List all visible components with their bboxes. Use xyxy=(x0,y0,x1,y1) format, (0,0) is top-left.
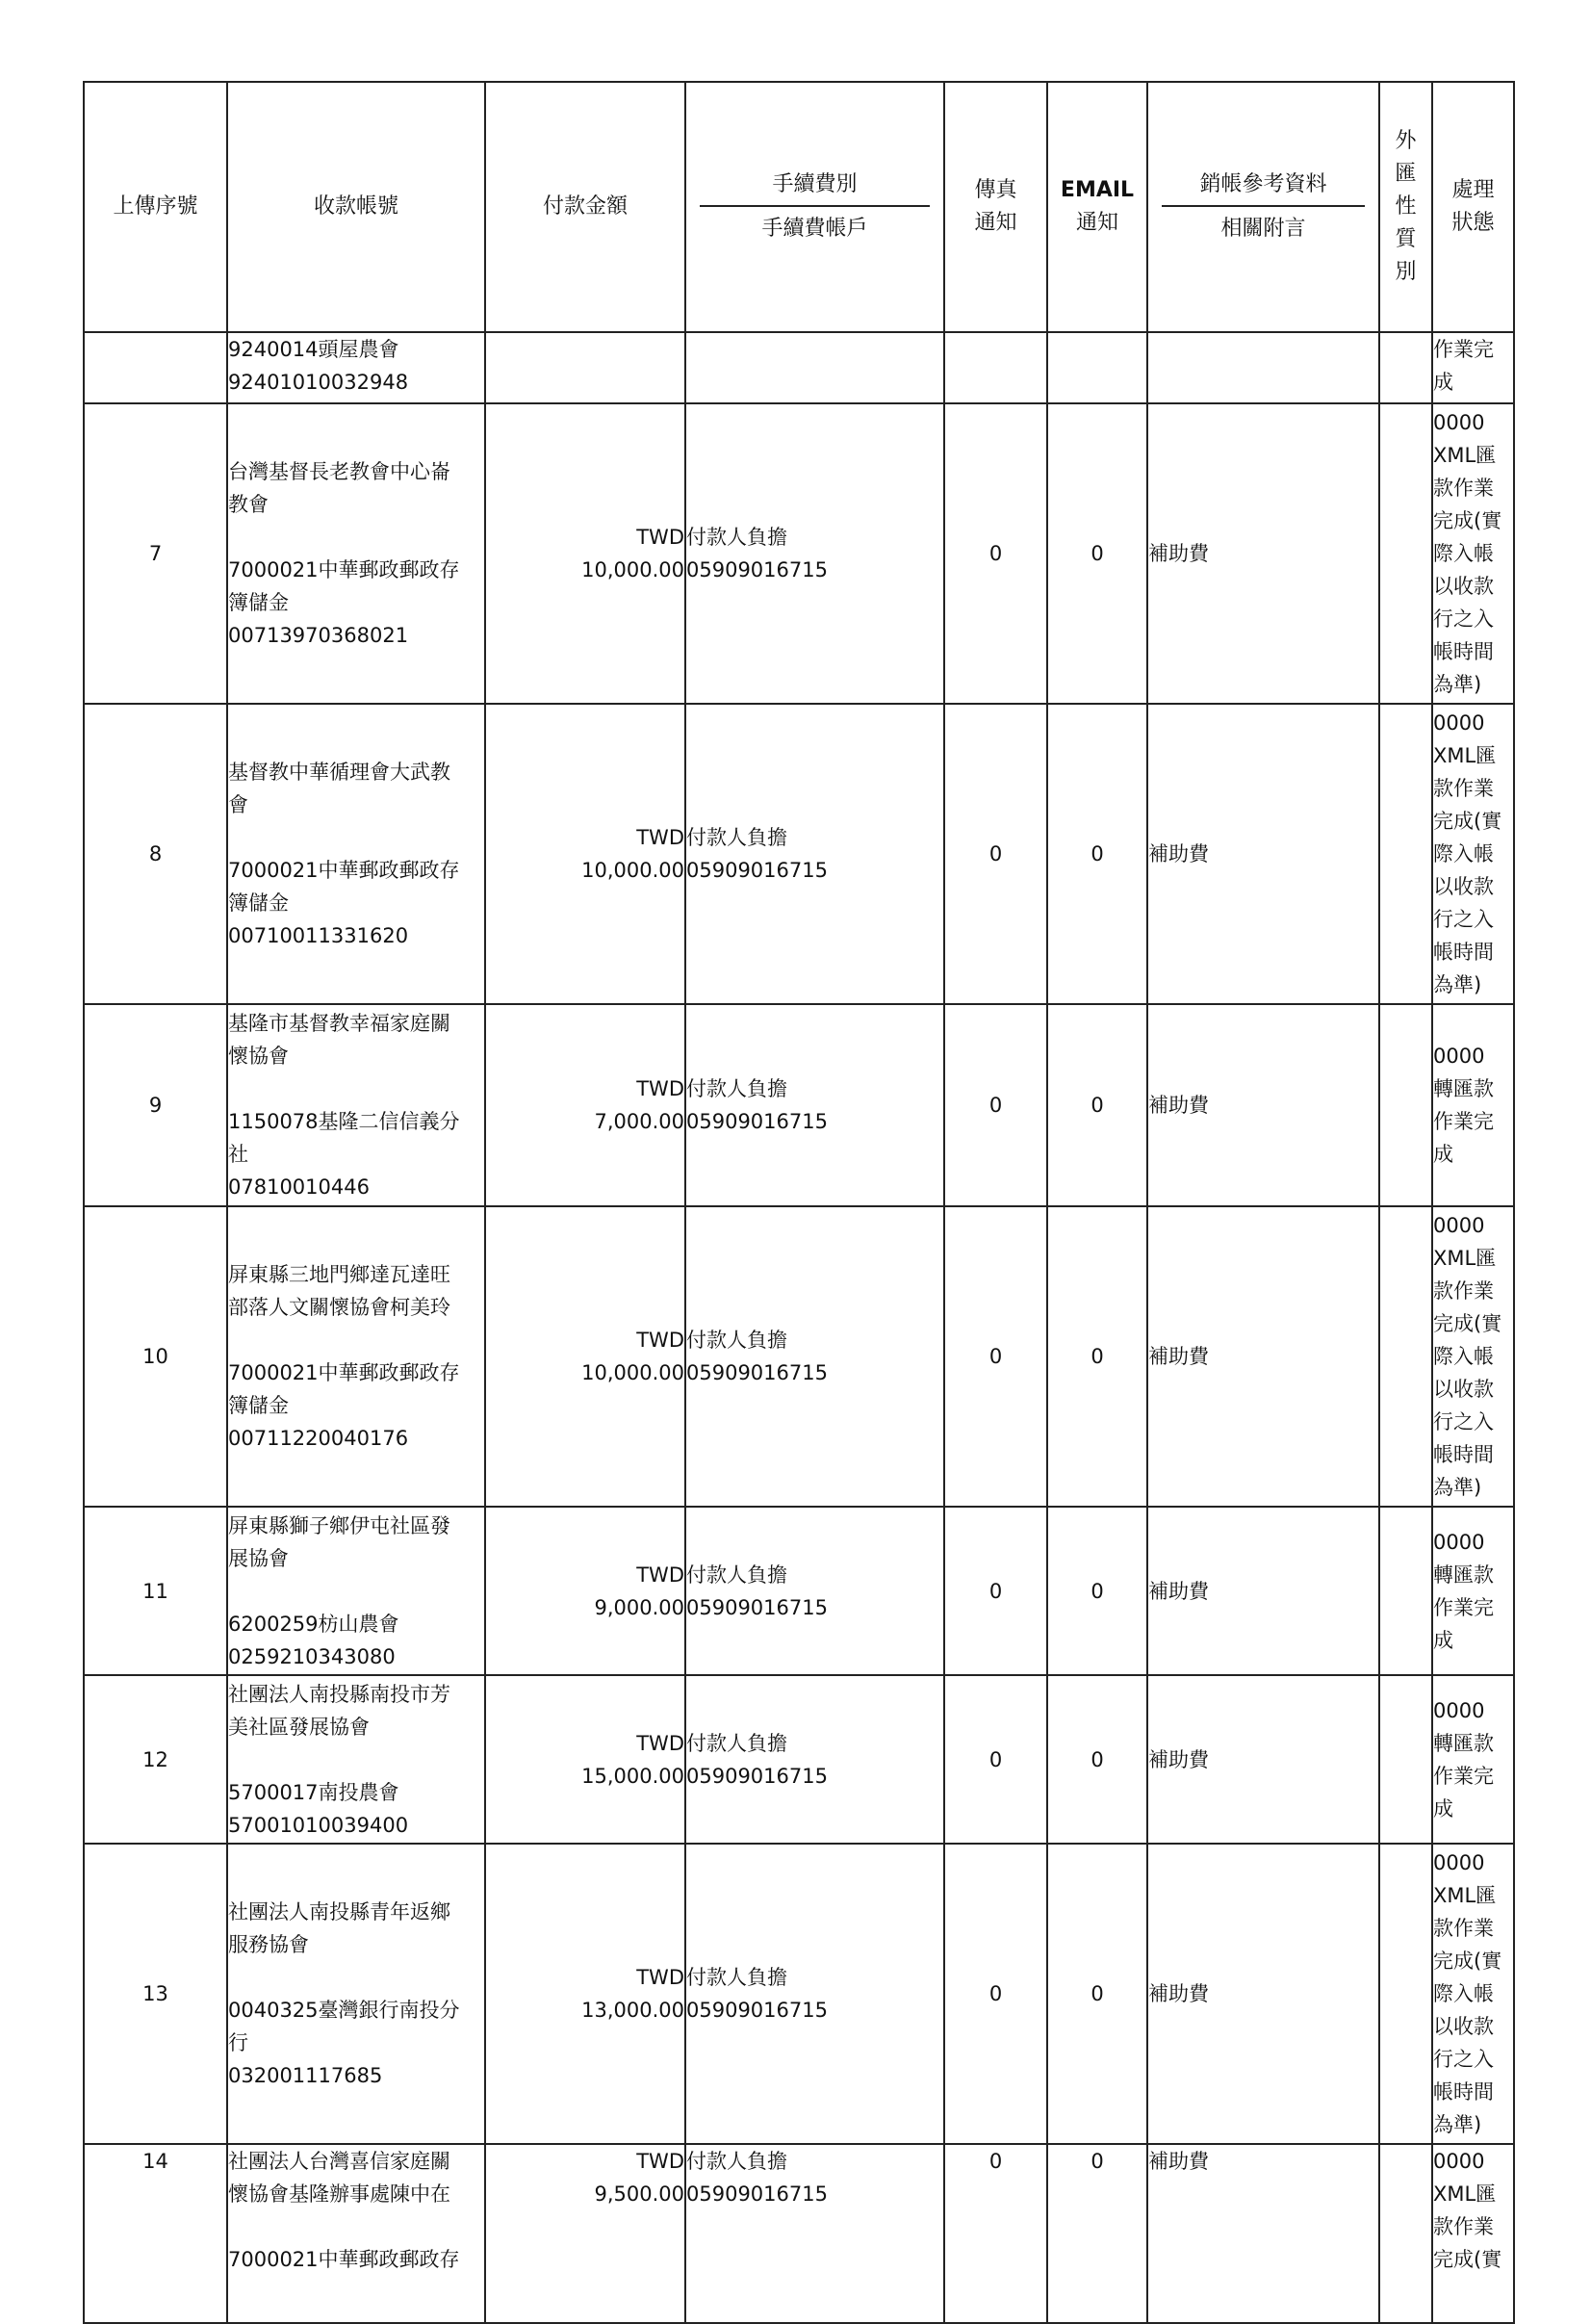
account-line: 展協會 xyxy=(228,1546,289,1570)
status-line: 作業完 xyxy=(1433,1595,1494,1619)
status-line: 行之入 xyxy=(1433,607,1494,631)
cell-fee xyxy=(685,403,944,704)
cell-account xyxy=(227,2144,485,2323)
fee-type: 付款人負擔 xyxy=(686,1077,787,1100)
cell-status xyxy=(1432,704,1514,1004)
status-line: 完成(實 xyxy=(1433,810,1502,833)
account-line: 服務協會 xyxy=(228,1933,309,1956)
status-line: 行之入 xyxy=(1433,908,1494,931)
cell-seq: 14 xyxy=(84,2144,227,2323)
cell-account xyxy=(227,1206,485,1507)
cell-account xyxy=(227,704,485,1004)
cell-status xyxy=(1432,403,1514,704)
cell-email: 0 xyxy=(1047,2144,1147,2323)
account-line: 00711220040176 xyxy=(228,1427,409,1450)
status-line: 為準) xyxy=(1433,973,1482,996)
account-line xyxy=(228,1575,484,1608)
account-line: 9240014頭屋農會 xyxy=(228,338,399,361)
fee-account: 05909016715 xyxy=(686,558,828,581)
fee-account: 05909016715 xyxy=(686,1361,828,1384)
account-line: 00713970368021 xyxy=(228,624,409,647)
status-line: 款作業 xyxy=(1433,1917,1494,1940)
cell-fee xyxy=(685,1507,944,1675)
cell-amount xyxy=(485,1507,685,1675)
amount-value: 15,000.00 xyxy=(581,1764,684,1788)
cell-status xyxy=(1432,1004,1514,1206)
status-line: 際入帳 xyxy=(1433,542,1494,565)
cell-amount xyxy=(485,1844,685,2144)
header-fx-type: 外匯性質別 xyxy=(1379,82,1432,332)
account-line: 屏東縣獅子鄉伊屯社區發 xyxy=(228,1513,450,1537)
cell-account xyxy=(227,1507,485,1675)
fee-account: 05909016715 xyxy=(686,2182,828,2206)
cell-account xyxy=(227,403,485,704)
cell-seq: 11 xyxy=(84,1507,227,1675)
cell-fx-type xyxy=(1379,1844,1432,2144)
cell-fee xyxy=(685,1206,944,1507)
cell-email: 0 xyxy=(1047,403,1147,704)
status-line: 帳時間 xyxy=(1433,941,1494,964)
fee-type: 付款人負擔 xyxy=(686,2150,787,2173)
status-line: 成 xyxy=(1433,1628,1453,1652)
account-line: 懷協會 xyxy=(228,1045,289,1068)
cell-status xyxy=(1432,1844,1514,2144)
account-line: 92401010032948 xyxy=(228,371,409,394)
status-line: 為準) xyxy=(1433,1476,1482,1499)
header-amount: 付款金額 xyxy=(485,82,685,332)
currency: TWD xyxy=(636,1562,684,1587)
status-line: 0000 xyxy=(1433,2150,1485,2173)
cell-ref: 補助費 xyxy=(1147,704,1379,1004)
status-line: XML匯 xyxy=(1433,744,1497,767)
status-line: 轉匯款 xyxy=(1433,1562,1494,1587)
table-row xyxy=(84,1844,1514,2144)
status-line: 帳時間 xyxy=(1433,640,1494,663)
account-line: 社團法人南投縣青年返鄉 xyxy=(228,1900,450,1924)
header-fee xyxy=(685,82,944,332)
cell-fx-type xyxy=(1379,403,1432,704)
account-line xyxy=(228,2210,484,2243)
fee-account: 05909016715 xyxy=(686,1595,828,1619)
cell-email: 0 xyxy=(1047,1004,1147,1206)
account-line: 1150078基隆二信信義分 xyxy=(228,1110,460,1133)
status-line: 0000 xyxy=(1433,1851,1485,1874)
cell-ref: 補助費 xyxy=(1147,2144,1379,2323)
status-line: 作業完 xyxy=(1433,1110,1494,1133)
account-line: 7000021中華郵政郵政存 xyxy=(228,1361,460,1384)
account-line: 032001117685 xyxy=(228,2064,383,2087)
account-line: 0259210343080 xyxy=(228,1644,396,1668)
header-ref-data: 銷帳參考資料 xyxy=(1162,168,1365,207)
account-line: 0040325臺灣銀行南投分 xyxy=(228,1999,460,2022)
amount-value: 13,000.00 xyxy=(581,1999,684,2022)
account-line: 00710011331620 xyxy=(228,924,409,947)
account-line: 懷協會基隆辦事處陳中在 xyxy=(228,2182,450,2206)
currency: TWD xyxy=(636,1077,684,1100)
cell-seq xyxy=(84,332,227,403)
header-seq: 上傳序號 xyxy=(84,82,227,332)
cell-fx-type xyxy=(1379,704,1432,1004)
header-fax: 傳真通知 xyxy=(944,82,1047,332)
cell-seq: 9 xyxy=(84,1004,227,1206)
cell-fx-type xyxy=(1379,1675,1432,1844)
table-row xyxy=(84,704,1514,1004)
table-row xyxy=(84,2144,1514,2323)
status-line: 0000 xyxy=(1433,1698,1485,1722)
status-line: 款作業 xyxy=(1433,477,1494,500)
cell-fax: 0 xyxy=(944,1675,1047,1844)
status-line: 以收款 xyxy=(1433,875,1494,898)
cell-account xyxy=(227,1004,485,1206)
cell-fee xyxy=(685,2144,944,2323)
cell-ref xyxy=(1147,332,1379,403)
status-line: 以收款 xyxy=(1433,575,1494,598)
status-line: 作業完 xyxy=(1433,338,1494,361)
cell-amount xyxy=(485,403,685,704)
cell-email: 0 xyxy=(1047,1844,1147,2144)
status-line: 完成(實 xyxy=(1433,509,1502,532)
header-ref xyxy=(1147,82,1379,332)
table-row xyxy=(84,403,1514,704)
currency: TWD xyxy=(636,826,684,849)
header-email-top: EMAIL xyxy=(1060,178,1135,202)
status-line: 成 xyxy=(1433,371,1453,394)
cell-amount xyxy=(485,332,685,403)
cell-fax: 0 xyxy=(944,403,1047,704)
status-line: 作業完 xyxy=(1433,1764,1494,1788)
status-line: XML匯 xyxy=(1433,1884,1497,1907)
amount-value: 9,500.00 xyxy=(594,2182,684,2206)
status-line: XML匯 xyxy=(1433,2182,1497,2206)
cell-fee xyxy=(685,332,944,403)
cell-email: 0 xyxy=(1047,1675,1147,1844)
account-line: 美社區發展協會 xyxy=(228,1715,370,1739)
status-line: 款作業 xyxy=(1433,777,1494,800)
table-row xyxy=(84,1507,1514,1675)
header-email-bottom: 通知 xyxy=(1075,211,1118,235)
account-line: 台灣基督長老教會中心崙 xyxy=(228,460,450,483)
cell-fax: 0 xyxy=(944,1844,1047,2144)
fee-account: 05909016715 xyxy=(686,1999,828,2022)
cell-fee xyxy=(685,1004,944,1206)
cell-seq: 10 xyxy=(84,1206,227,1507)
amount-value: 10,000.00 xyxy=(581,859,684,882)
account-line: 會 xyxy=(228,793,248,816)
amount-value: 10,000.00 xyxy=(581,1361,684,1384)
cell-amount xyxy=(485,1206,685,1507)
status-line: 0000 xyxy=(1433,1045,1485,1068)
status-line: 轉匯款 xyxy=(1433,1077,1494,1100)
amount-value: 7,000.00 xyxy=(594,1110,684,1133)
currency: TWD xyxy=(636,1329,684,1352)
account-line: 7000021中華郵政郵政存 xyxy=(228,2248,460,2271)
cell-ref: 補助費 xyxy=(1147,1004,1379,1206)
cell-ref: 補助費 xyxy=(1147,1206,1379,1507)
status-line: 款作業 xyxy=(1433,2215,1494,2238)
status-line: 帳時間 xyxy=(1433,2080,1494,2104)
account-line: 屏東縣三地門鄉達瓦達旺 xyxy=(228,1263,450,1286)
table-row xyxy=(84,1206,1514,1507)
cell-seq: 13 xyxy=(84,1844,227,2144)
status-line: 際入帳 xyxy=(1433,1345,1494,1368)
fee-type: 付款人負擔 xyxy=(686,1731,787,1755)
account-line: 57001010039400 xyxy=(228,1813,409,1837)
account-line: 簿儲金 xyxy=(228,591,289,614)
currency: TWD xyxy=(636,1731,684,1755)
fee-type: 付款人負擔 xyxy=(686,826,787,849)
amount-value: 9,000.00 xyxy=(594,1595,684,1619)
account-line: 行 xyxy=(228,2031,248,2054)
remittance-table xyxy=(83,81,1515,2324)
status-line: 完成(實 xyxy=(1433,1950,1502,1973)
currency: TWD xyxy=(636,526,684,549)
status-line: 款作業 xyxy=(1433,1279,1494,1303)
status-line: 完成(實 xyxy=(1433,2248,1502,2271)
currency: TWD xyxy=(636,1966,684,1989)
account-line xyxy=(228,1961,484,1994)
header-email xyxy=(1047,82,1147,332)
table-header-row xyxy=(84,82,1514,332)
fee-type: 付款人負擔 xyxy=(686,1329,787,1352)
cell-email: 0 xyxy=(1047,704,1147,1004)
cell-status xyxy=(1432,1206,1514,1507)
account-line xyxy=(228,521,484,554)
header-account: 收款帳號 xyxy=(227,82,485,332)
status-line: XML匯 xyxy=(1433,1247,1497,1270)
account-line: 6200259枋山農會 xyxy=(228,1612,399,1636)
cell-status xyxy=(1432,1507,1514,1675)
fee-account: 05909016715 xyxy=(686,1110,828,1133)
fee-type: 付款人負擔 xyxy=(686,1966,787,1989)
table-row xyxy=(84,1004,1514,1206)
account-line: 基督教中華循理會大武教 xyxy=(228,761,450,784)
cell-status xyxy=(1432,2144,1514,2323)
cell-fee xyxy=(685,1844,944,2144)
account-line xyxy=(228,821,484,854)
account-line xyxy=(228,1324,484,1356)
cell-status xyxy=(1432,1675,1514,1844)
status-line: 0000 xyxy=(1433,711,1485,735)
cell-seq: 8 xyxy=(84,704,227,1004)
cell-fax: 0 xyxy=(944,1507,1047,1675)
cell-fx-type xyxy=(1379,2144,1432,2323)
cell-seq: 12 xyxy=(84,1675,227,1844)
cell-fax: 0 xyxy=(944,1004,1047,1206)
cell-amount xyxy=(485,2144,685,2323)
status-line: 0000 xyxy=(1433,1214,1485,1237)
account-line: 07810010446 xyxy=(228,1175,370,1199)
account-line: 7000021中華郵政郵政存 xyxy=(228,558,460,581)
account-line: 部落人文關懷協會柯美玲 xyxy=(228,1296,450,1319)
cell-fx-type xyxy=(1379,1507,1432,1675)
status-line: 帳時間 xyxy=(1433,1443,1494,1466)
status-line: 行之入 xyxy=(1433,1410,1494,1433)
cell-fee xyxy=(685,1675,944,1844)
account-line: 7000021中華郵政郵政存 xyxy=(228,859,460,882)
cell-ref: 補助費 xyxy=(1147,1844,1379,2144)
fee-type: 付款人負擔 xyxy=(686,526,787,549)
amount-value: 10,000.00 xyxy=(581,558,684,581)
cell-fee xyxy=(685,704,944,1004)
account-line: 社團法人台灣喜信家庭關 xyxy=(228,2150,450,2173)
fee-account: 05909016715 xyxy=(686,859,828,882)
fee-account: 05909016715 xyxy=(686,1764,828,1788)
cell-fx-type xyxy=(1379,1206,1432,1507)
status-line: 轉匯款 xyxy=(1433,1731,1494,1755)
cell-fax: 0 xyxy=(944,2144,1047,2323)
account-line: 社 xyxy=(228,1143,248,1166)
status-line: 為準) xyxy=(1433,673,1482,696)
cell-fax xyxy=(944,332,1047,403)
account-line: 基隆市基督教幸福家庭關 xyxy=(228,1012,450,1035)
cell-email xyxy=(1047,332,1147,403)
account-line xyxy=(228,1072,484,1105)
cell-amount xyxy=(485,1675,685,1844)
cell-status xyxy=(1432,332,1514,403)
cell-seq: 7 xyxy=(84,403,227,704)
cell-amount xyxy=(485,704,685,1004)
cell-fx-type xyxy=(1379,332,1432,403)
cell-email: 0 xyxy=(1047,1206,1147,1507)
status-line: 成 xyxy=(1433,1143,1453,1166)
header-status: 處理狀態 xyxy=(1432,82,1514,332)
header-fee-account: 手續費帳戶 xyxy=(761,217,868,241)
currency: TWD xyxy=(636,2150,684,2173)
status-line: 完成(實 xyxy=(1433,1312,1502,1335)
status-line: 0000 xyxy=(1433,1530,1485,1554)
account-line: 社團法人南投縣南投市芳 xyxy=(228,1682,450,1706)
table-row-continuation xyxy=(84,332,1514,403)
cell-ref: 補助費 xyxy=(1147,1675,1379,1844)
cell-ref: 補助費 xyxy=(1147,1507,1379,1675)
status-line: 際入帳 xyxy=(1433,1982,1494,2005)
cell-ref: 補助費 xyxy=(1147,403,1379,704)
account-line: 教會 xyxy=(228,493,269,516)
status-line: 以收款 xyxy=(1433,2015,1494,2038)
fee-type: 付款人負擔 xyxy=(686,1562,787,1587)
header-attached-msg: 相關附言 xyxy=(1220,217,1306,241)
header-fee-type: 手續費別 xyxy=(700,168,930,207)
table-row xyxy=(84,1675,1514,1844)
account-line xyxy=(228,1743,484,1776)
account-line: 5700017南投農會 xyxy=(228,1780,399,1804)
status-line: 際入帳 xyxy=(1433,842,1494,865)
account-line: 簿儲金 xyxy=(228,891,289,915)
status-line: XML匯 xyxy=(1433,444,1497,467)
cell-fax: 0 xyxy=(944,704,1047,1004)
status-line: 成 xyxy=(1433,1796,1453,1820)
cell-email: 0 xyxy=(1047,1507,1147,1675)
status-line: 為準) xyxy=(1433,2113,1482,2136)
status-line: 以收款 xyxy=(1433,1378,1494,1401)
cell-fx-type xyxy=(1379,1004,1432,1206)
status-line: 行之入 xyxy=(1433,2048,1494,2071)
cell-account xyxy=(227,1675,485,1844)
account-line: 簿儲金 xyxy=(228,1394,289,1417)
cell-account xyxy=(227,1844,485,2144)
cell-account xyxy=(227,332,485,403)
cell-amount xyxy=(485,1004,685,1206)
status-line: 0000 xyxy=(1433,411,1485,434)
cell-fax: 0 xyxy=(944,1206,1047,1507)
